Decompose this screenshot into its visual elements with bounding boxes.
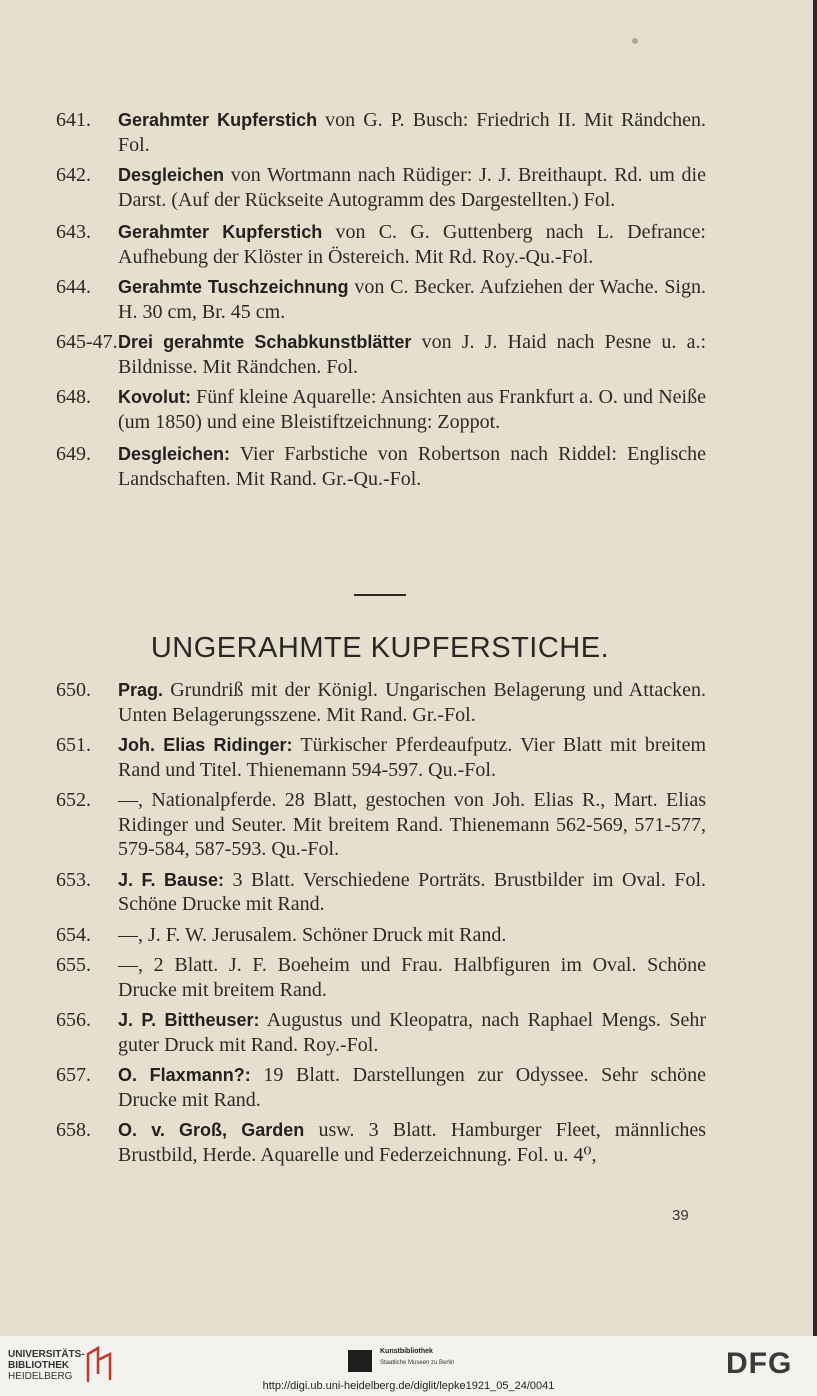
- entry-text: 3 Blatt. Verschiedene Porträts. Brustbilder im Oval. Fol. Schöne Drucke mit Rand.: [118, 868, 706, 915]
- catalog-entry: [56, 1118, 706, 1167]
- kunstbibliothek-subtitle: Staatliche Museen zu Berlin: [380, 1360, 455, 1366]
- entry-number: 642.: [56, 164, 91, 186]
- catalog-entry: [56, 953, 706, 1002]
- entry-text: Fünf kleine Aquarelle: Ansichten aus Frankfurt a. O. und Neiße (um 1850) und eine Bleistiftzeichnung: Zoppot.: [118, 386, 706, 433]
- entry-heading: Drei gerahmte Schabkunstblätter: [118, 332, 412, 352]
- entry-number: 650.: [56, 679, 91, 701]
- catalog-entry: [56, 220, 706, 269]
- entry-text: —, Nationalpferde. 28 Blatt, gestochen von Joh. Elias R., Mart. Elias Ridinger und Seuter. Mit breitem Rand. Thienemann 562-569, 571-577, 579-584, 587-593. Qu.-Fol.: [118, 789, 706, 860]
- kunstbibliothek-icon: [348, 1350, 372, 1372]
- entry-heading: O. v. Groß, Garden: [118, 1120, 305, 1140]
- entry-number: 658.: [56, 1119, 91, 1141]
- university-library-logo[interactable]: [8, 1349, 85, 1382]
- entry-text: von C. G. Guttenberg nach L. Defrance: Aufhebung der Klöster in Östereich. Mit Rd. Roy.-Qu.-Fol.: [118, 221, 706, 268]
- entry-text: —, J. F. W. Jerusalem. Schöner Druck mit Rand.: [118, 923, 507, 946]
- entry-heading: J. F. Bause:: [118, 869, 225, 890]
- entry-text: Augustus und Kleopatra, nach Raphael Mengs. Sehr guter Druck mit Rand. Roy.-Fol.: [118, 1009, 706, 1056]
- entry-text: 19 Blatt. Darstellungen zur Odyssee. Sehr schöne Drucke mit Rand.: [118, 1064, 707, 1111]
- entry-number: 649.: [56, 443, 91, 465]
- entry-number: 648.: [56, 386, 91, 408]
- catalog-entry: [56, 678, 706, 727]
- entry-number: 645-47.: [56, 331, 118, 353]
- page-number: 39: [672, 1207, 689, 1224]
- catalog-entry: [56, 733, 706, 782]
- entry-number: 657.: [56, 1064, 91, 1086]
- entry-heading: Gerahmter Kupferstich: [118, 110, 318, 130]
- entry-text: von G. P. Busch: Friedrich II. Mit Rändchen. Fol.: [118, 109, 706, 156]
- entry-number: 644.: [56, 276, 91, 298]
- catalog-entry: [56, 923, 706, 948]
- entry-text: Grundriß mit der Königl. Ungarischen Belagerung und Attacken. Unten Belagerungsszene. Mit Rand. Gr.-Fol.: [118, 679, 706, 726]
- catalog-entry: [56, 788, 706, 862]
- digitization-footer: [0, 1336, 817, 1396]
- entry-text: usw. 3 Blatt. Hamburger Fleet, männliches Brustbild, Herde. Aquarelle und Federzeichnung. Fol. u. 4⁰,: [118, 1119, 706, 1166]
- ink-speck: [632, 38, 638, 44]
- entry-text: von C. Becker. Aufziehen der Wache. Sign. H. 30 cm, Br. 45 cm.: [118, 276, 706, 323]
- catalog-entry: [56, 275, 706, 324]
- catalog-entry: [56, 163, 706, 212]
- entry-number: 643.: [56, 221, 91, 243]
- library-logo-line: BIBLIOTHEK: [8, 1360, 70, 1371]
- permalink-url[interactable]: http://digi.ub.uni-heidelberg.de/diglit/lepke1921_05_24/0041: [262, 1380, 555, 1392]
- catalog-entry: [56, 385, 706, 434]
- catalog-entry: [56, 442, 706, 491]
- entry-heading: J. P. Bittheuser:: [118, 1010, 260, 1030]
- entry-heading: Gerahmte Tuschzeichnung: [118, 277, 349, 297]
- entry-text: von Wortmann nach Rüdiger: J. J. Breithaupt. Rd. um die Darst. (Auf der Rückseite Autogramm des Dargestellten.) Fol.: [118, 164, 706, 211]
- entry-text: —, 2 Blatt. J. F. Boeheim und Frau. Halbfiguren im Oval. Schöne Drucke mit breitem Rand.: [118, 954, 706, 1001]
- catalog-entry: [56, 868, 706, 917]
- catalog-entry: [56, 1008, 706, 1057]
- entry-heading: O. Flaxmann?:: [118, 1065, 251, 1085]
- entry-number: 656.: [56, 1009, 91, 1031]
- entry-heading: Desgleichen:: [118, 444, 231, 464]
- section-title: UNGERAHMTE KUPFERSTICHE.: [150, 632, 610, 664]
- entry-text: Türkischer Pferdeaufputz. Vier Blatt mit breitem Rand und Titel. Thienemann 594-597. Qu.-Fol.: [118, 734, 706, 781]
- section-divider: [354, 594, 406, 596]
- entries-unframed: [56, 678, 706, 1173]
- catalog-entry: [56, 1063, 706, 1112]
- entry-number: 655.: [56, 954, 91, 976]
- kunstbibliothek-title: Kunstbibliothek: [380, 1348, 433, 1355]
- entries-framed: [56, 108, 706, 497]
- entry-heading: Kovolut:: [118, 387, 191, 407]
- entry-heading: Gerahmter Kupferstich: [118, 222, 323, 242]
- entry-number: 651.: [56, 734, 91, 756]
- entry-heading: Joh. Elias Ridinger:: [118, 735, 293, 755]
- entry-number: 652.: [56, 789, 91, 811]
- library-logo-line: HEIDELBERG: [8, 1371, 73, 1382]
- entry-number: 653.: [56, 868, 91, 891]
- library-mark-icon: [84, 1344, 114, 1384]
- entry-number: 654.: [56, 923, 91, 946]
- entry-heading: Prag.: [118, 680, 164, 700]
- library-logo-line: UNIVERSITÄTS-: [8, 1349, 85, 1360]
- entry-text: Vier Farbstiche von Robertson nach Riddel: Englische Landschaften. Mit Rand. Gr.-Qu.-Fol.: [118, 443, 706, 490]
- dfg-logo[interactable]: DFG: [726, 1347, 793, 1380]
- catalog-entry: [56, 330, 706, 379]
- entry-text: von J. J. Haid nach Pesne u. a.: Bildnisse. Mit Rändchen. Fol.: [118, 331, 706, 378]
- catalog-entry: [56, 108, 706, 157]
- entry-number: 641.: [56, 109, 91, 131]
- entry-heading: Desgleichen: [118, 165, 225, 185]
